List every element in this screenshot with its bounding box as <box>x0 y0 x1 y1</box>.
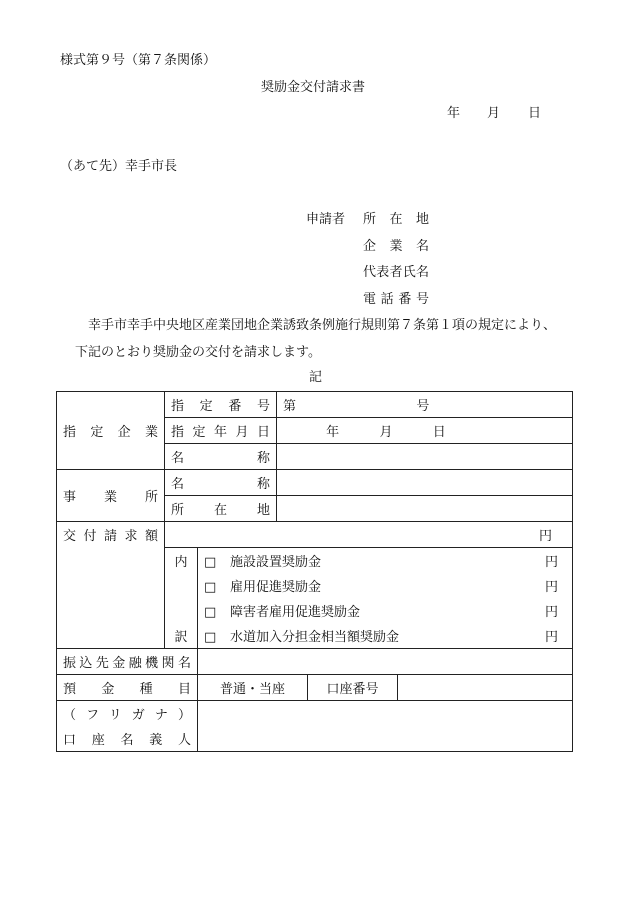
applicant-phone-label: 電話番号 <box>363 292 429 307</box>
site-name-field[interactable] <box>277 470 573 496</box>
breakdown-item-label: 障害者雇用促進奨励金 <box>230 605 361 620</box>
designation-month: 月 <box>379 425 393 440</box>
table-row <box>57 470 573 496</box>
request-amount-spacer <box>57 623 165 649</box>
request-amount-spacer <box>57 548 165 574</box>
request-amount-spacer <box>57 598 165 623</box>
site-name-label: 名称 <box>165 470 277 496</box>
table-row <box>57 522 573 548</box>
account-number-label: 口座番号 <box>308 675 398 701</box>
applicant-company-label: 企 業 名 <box>363 239 429 254</box>
number-suffix: 号 <box>416 399 430 414</box>
body-text-line1: 幸手市幸手中央地区産業団地企業誘致条例施行規則第７条第１項の規定により、 <box>88 318 557 333</box>
company-name-label: 名称 <box>165 444 277 470</box>
bank-field[interactable] <box>198 649 573 675</box>
breakdown-item-unit: 円 <box>545 630 559 645</box>
company-name-field[interactable] <box>277 444 573 470</box>
breakdown-item-label: 施設設置奨励金 <box>230 555 322 570</box>
designation-number-label: 指定番号 <box>165 392 277 418</box>
table-row <box>57 598 573 623</box>
request-amount-spacer <box>57 573 165 598</box>
designation-day: 日 <box>432 425 446 440</box>
ki-label: 記 <box>309 370 323 385</box>
request-amount-label: 交付請求額 <box>57 522 165 548</box>
breakdown-item-unit: 円 <box>545 580 559 595</box>
breakdown-bottom-label: 訳 <box>165 623 198 649</box>
breakdown-item-unit: 円 <box>545 555 559 570</box>
designation-number-field[interactable] <box>277 392 573 418</box>
designation-year: 年 <box>326 425 340 440</box>
deposit-type-label: 預金種目 <box>57 675 198 701</box>
checkbox-icon[interactable]: □ <box>204 605 217 620</box>
checkbox-icon[interactable]: □ <box>204 555 217 570</box>
request-amount-field[interactable] <box>165 522 573 548</box>
checkbox-icon[interactable]: □ <box>204 630 217 645</box>
breakdown-item-label: 水道加入分担金相当額奨励金 <box>230 630 400 645</box>
addressee: （あて先）幸手市長 <box>60 159 178 174</box>
breakdown-spacer <box>165 598 198 623</box>
furigana-label: （フリガナ） <box>57 701 198 727</box>
table-row <box>57 392 573 418</box>
designation-date-field[interactable] <box>277 418 573 444</box>
bank-label: 振込先金融機関名 <box>57 649 198 675</box>
table-row <box>57 548 573 574</box>
table-row <box>57 675 573 701</box>
body-text-line2: 下記のとおり奨励金の交付を請求します。 <box>75 345 321 360</box>
date-year-label: 年 <box>447 106 461 121</box>
number-prefix: 第 <box>283 399 297 414</box>
account-holder-label: 口座名義人 <box>57 726 198 752</box>
site-address-label: 所在地 <box>165 496 277 522</box>
breakdown-item-label: 雇用促進奨励金 <box>230 580 322 595</box>
designation-date-label: 指定年月日 <box>165 418 277 444</box>
deposit-type-options[interactable]: 普通・当座 <box>198 675 308 701</box>
designated-company-label: 指定企業 <box>57 392 165 470</box>
breakdown-spacer <box>165 573 198 598</box>
table-row <box>57 623 573 649</box>
table-row <box>57 701 573 727</box>
breakdown-item[interactable] <box>198 548 573 574</box>
request-amount-unit: 円 <box>539 529 553 544</box>
breakdown-item[interactable] <box>198 623 573 649</box>
breakdown-item-unit: 円 <box>545 605 559 620</box>
site-address-field[interactable] <box>277 496 573 522</box>
request-table <box>56 391 573 752</box>
account-holder-field[interactable] <box>198 701 573 752</box>
applicant-role-label: 申請者 <box>306 212 346 227</box>
table-row <box>57 573 573 598</box>
date-month-label: 月 <box>487 106 501 121</box>
form-number: 様式第９号（第７条関係） <box>60 53 217 68</box>
checkbox-icon[interactable]: □ <box>204 580 217 595</box>
date-day-label: 日 <box>528 106 542 121</box>
form-title: 奨励金交付請求書 <box>261 80 366 95</box>
table-row <box>57 649 573 675</box>
applicant-address-label: 所 在 地 <box>363 212 429 227</box>
account-number-field[interactable] <box>398 675 573 701</box>
breakdown-item[interactable] <box>198 573 573 598</box>
applicant-representative-label: 代表者氏名 <box>363 265 429 280</box>
breakdown-item[interactable] <box>198 598 573 623</box>
breakdown-top-label: 内 <box>165 548 198 574</box>
business-site-label: 事業所 <box>57 470 165 522</box>
